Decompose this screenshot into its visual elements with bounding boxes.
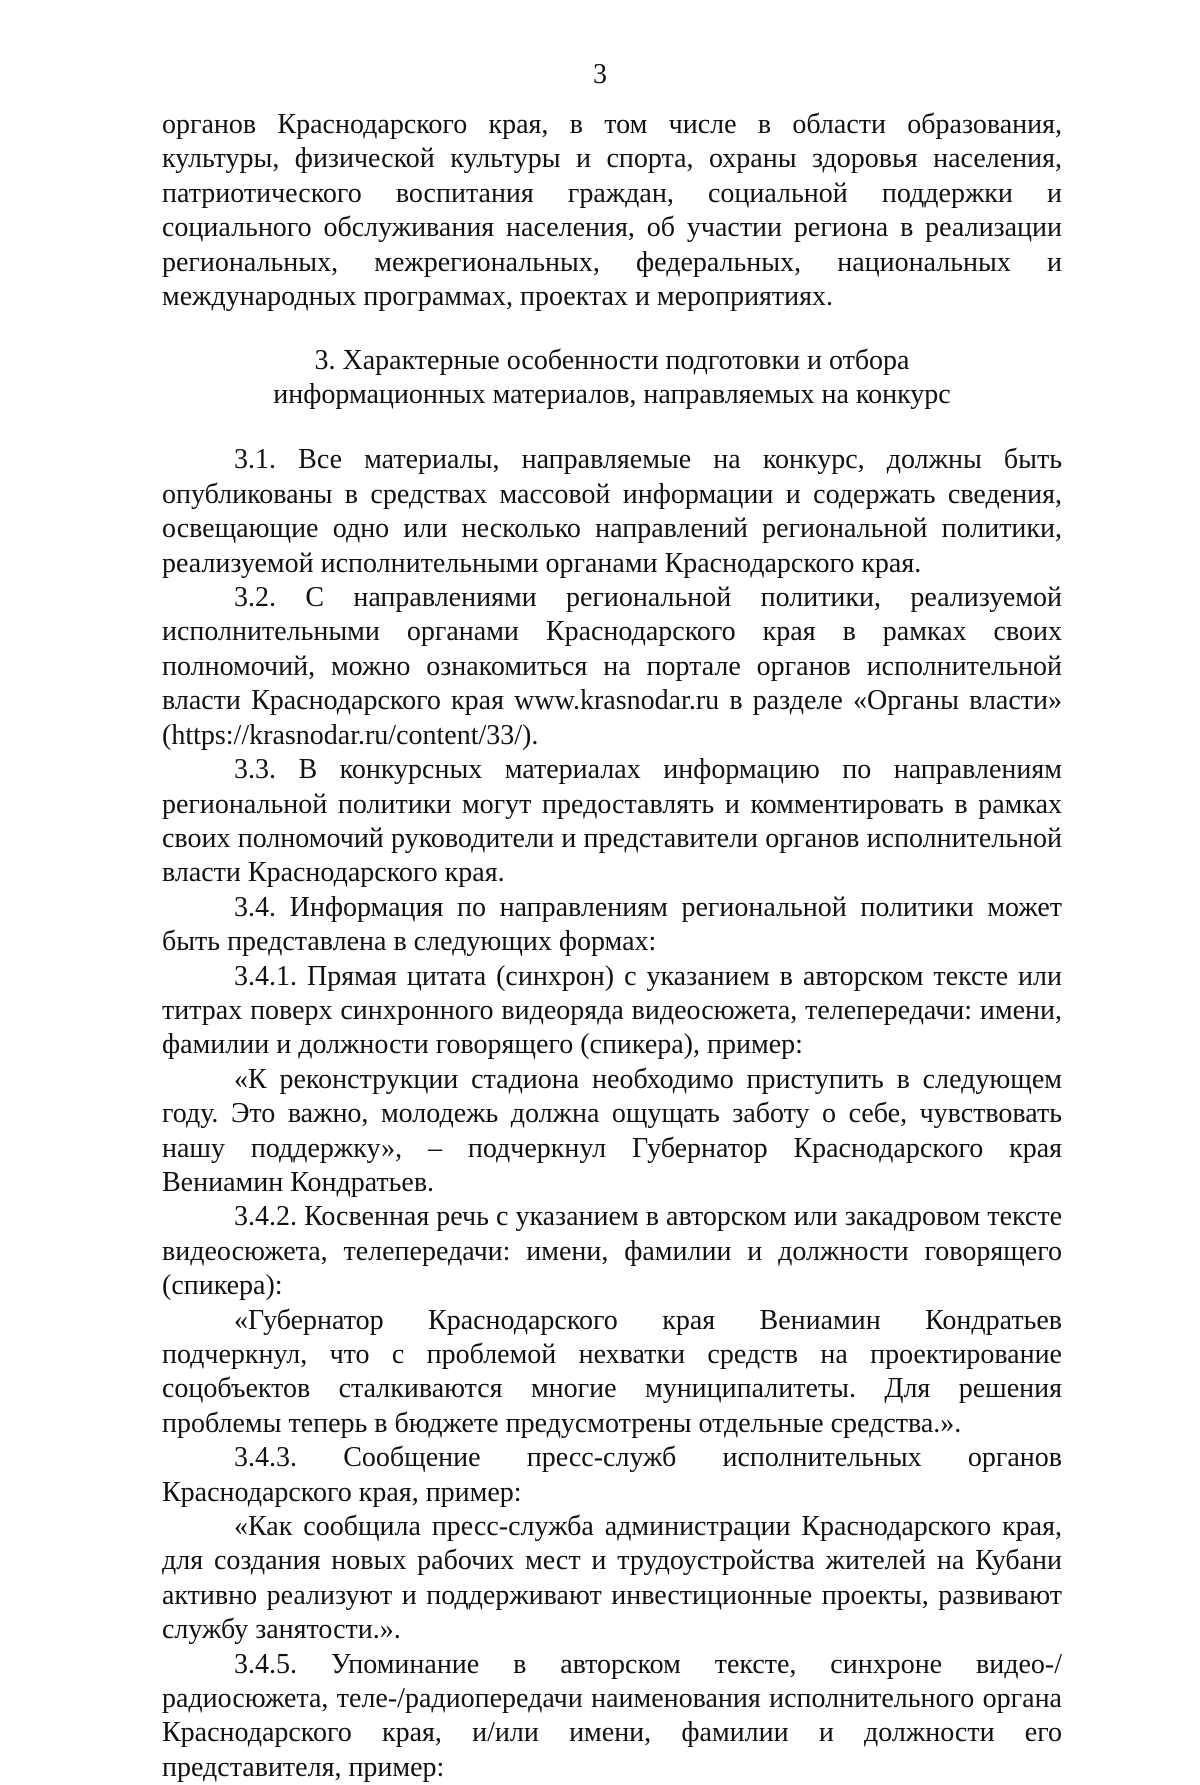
paragraph-3-3: 3.3. В конкурсных материалах информацию по направлениям региональной политики могут предоставлять и комментировать в рамках своих полномочий руководители и представители органов исполнительной власти Краснодарского края. xyxy=(162,754,1062,889)
paragraph-3-4: 3.4. Информация по направлениям региональной политики может быть представлена в следующих формах: xyxy=(162,891,1062,958)
paragraph-3-2: 3.2. С направлениями региональной политики, реализуемой исполнительными органами Краснодарского края в рамках своих полномочий, можно ознакомиться на портале органов исполнительной власти Краснодарского края www.krasnodar.ru в разделе «Органы власти» (https://krasnodar.ru/content/33/). xyxy=(162,582,1062,751)
paragraph-3-4-3: 3.4.3. Сообщение пресс-служб исполнительных органов Краснодарского края, пример: xyxy=(162,1442,1062,1508)
paragraph-3-1: 3.1. Все материалы, направляемые на конкурс, должны быть опубликованы в средствах массовой информации и содержать сведения, освещающие одно или несколько направлений региональной политики, реализуемой исполнительными органами Краснодарского края. xyxy=(162,444,1062,579)
section-heading xyxy=(162,344,1062,412)
page-number: 3 xyxy=(593,59,607,90)
quote-example-2: «Губернатор Краснодарского края Вениамин Кондратьев подчеркнул, что с проблемой нехватки средств на проектирование соцобъектов сталкиваются многие муниципалитеты. Для решения проблемы теперь в бюджете предусмотрены отдельные средства.». xyxy=(162,1304,1062,1439)
quote-example-3: «Как сообщила пресс-служба администрации Краснодарского края, для создания новых рабочих мест и трудоустройства жителей на Кубани активно реализуют и поддерживают инвестиционные проекты, развивают службу занятости.». xyxy=(162,1511,1062,1646)
document-body xyxy=(162,108,1062,1785)
quote-example-1: «К реконструкции стадиона необходимо приступить в следующем году. Это важно, молодежь должна ощущать заботу о себе, чувствовать нашу поддержку», – подчеркнул Губернатор Краснодарского края Вениамин Кондратьев. xyxy=(162,1063,1062,1198)
section-heading-line-1: 3. Характерные особенности подготовки и отбора xyxy=(314,345,910,377)
paragraph-3-4-5: 3.4.5. Упоминание в авторском тексте, синхроне видео-/радиосюжета, теле-/радиопередачи наименования исполнительного органа Краснодарского края, и/или имени, фамилии и должности его представителя, пример: xyxy=(162,1648,1062,1783)
section-heading-line-2: информационных материалов, направляемых на конкурс xyxy=(273,379,951,411)
intro-paragraph: органов Краснодарского края, в том числе в области образования, культуры, физической культуры и спорта, охраны здоровья населения, патриотического воспитания граждан, социальной поддержки и социального обслуживания населения, об участии региона в реализации региональных, межрегиональных, федеральных, национальных и международных программах, проектах и мероприятиях. xyxy=(162,109,1062,313)
paragraph-3-4-2: 3.4.2. Косвенная речь с указанием в авторском или закадровом тексте видеосюжета, телепередачи: имени, фамилии и должности говорящего (спикера): xyxy=(162,1201,1062,1302)
paragraph-3-4-1: 3.4.1. Прямая цитата (синхрон) с указанием в авторском тексте или титрах поверх синхронного видеоряда видеосюжета, телепередачи: имени, фамилии и должности говорящего (спикера), пример: xyxy=(162,960,1062,1061)
